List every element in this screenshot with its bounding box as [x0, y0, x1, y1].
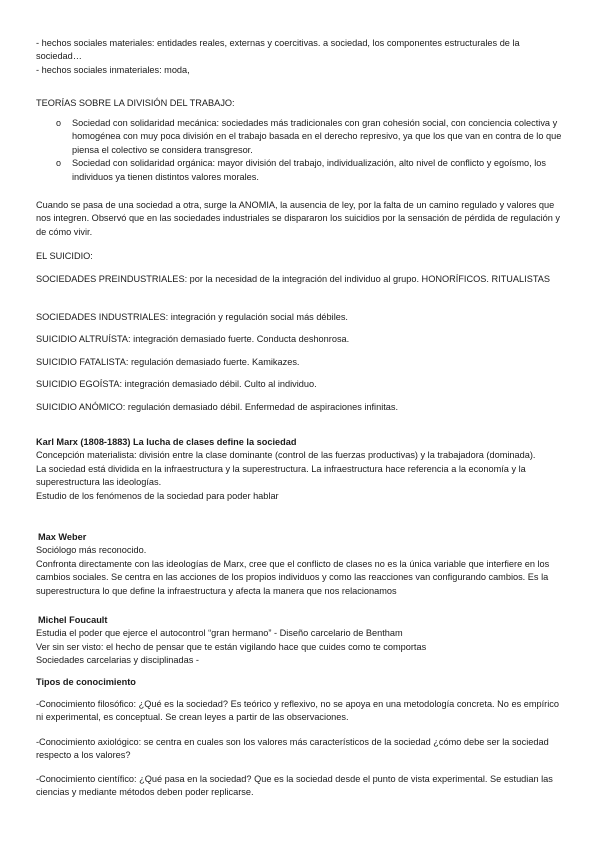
marx-line-concepcion: Concepción materialista: división entre la clase dominante (control de las fuerzas productivas) y la trabajadora (dominada). — [36, 450, 536, 461]
list-item-text: Sociedad con solidaridad orgánica: mayor división del trabajo, individualización, alto nivel de conflicto y egoísmo, los individuos ya tienen distintos valores morales. — [72, 158, 546, 182]
suicidio-fatalista: SUICIDIO FATALISTA: regulación demasiado fuerte. Kamikazes. — [36, 357, 300, 367]
anomia-paragraph: Cuando se pasa de una sociedad a otra, surge la ANOMIA, la ausencia de ley, por la falta de un camino regulado y valores que nos integren. Observó que en las sociedades industriales se dispararon los suicidios por la sensación de pérdida de regulación y de cómo vivir. — [36, 200, 561, 237]
conocimiento-title: Tipos de conocimiento — [36, 677, 136, 687]
foucault-title: Michel Foucault — [38, 615, 108, 625]
foucault-line-sociedades: Sociedades carcelarias y disciplinadas - — [36, 655, 199, 666]
weber-section — [36, 531, 568, 598]
weber-line-sociologo: Sociólogo más reconocido. — [36, 545, 147, 556]
intro-line-inmaterial: - hechos sociales inmateriales: moda, — [36, 64, 190, 75]
foucault-line-vigilancia: Ver sin ser visto: el hecho de pensar que te están vigilando hace que cuides como te comportas — [36, 641, 427, 652]
weber-line-confronta: Confronta directamente con las ideologías de Marx, cree que el conflicto de clases no es la única variable que interfiere en los cambios sociales. Se centra en las acciones de los propios individuos y como las reacciones van configurando cambios. Es la superestructura lo que define la infraestructura y afecta la manera que nos relacionamos — [36, 558, 550, 596]
division-list — [56, 117, 566, 184]
list-item — [56, 157, 566, 184]
weber-title: Max Weber — [38, 532, 87, 542]
conocimiento-filosofico: -Conocimiento filosófico: ¿Qué es la sociedad? Es teórico y reflexivo, no se apoya en una metodología concreta. No es empírico ni experimental, es conceptual. Se crean leyes a partir de las observaciones. — [36, 699, 559, 723]
suicidio-industriales: SOCIEDADES INDUSTRIALES: integración y regulación social más débiles. — [36, 312, 348, 322]
foucault-line-poder: Estudia el poder que ejerce el autocontrol “gran hermano” - Diseño carcelario de Bentham — [36, 628, 403, 639]
list-item — [56, 117, 566, 157]
conocimiento-axiologico: -Conocimiento axiológico: se centra en cuales son los valores más característicos de la sociedad ¿cómo debe ser la sociedad respecto a los valores? — [36, 737, 549, 761]
bullet-icon: o — [56, 158, 62, 169]
suicidio-heading: EL SUICIDIO: — [36, 251, 93, 261]
list-item-text: Sociedad con solidaridad mecánica: sociedades más tradicionales con gran cohesión social, con conciencia colectiva y homogénea con muy poca división en el trabajo basada en el derecho represivo, ya que los que van en contra de lo que piensa el colectivo se considera transgresor. — [72, 118, 562, 155]
marx-line-estructura: La sociedad está dividida en la infraestructura y la superestructura. La infraestructura hace referencia a la economía y la superestructura las ideologías. — [36, 463, 526, 488]
intro-section — [36, 37, 568, 77]
suicidio-egoista: SUICIDIO EGOÍSTA: integración demasiado débil. Culto al individuo. — [36, 379, 317, 389]
suicidio-altruista: SUICIDIO ALTRUÍSTA: integración demasiado fuerte. Conducta deshonrosa. — [36, 334, 350, 344]
suicidio-preindustriales: SOCIEDADES PREINDUSTRIALES: por la necesidad de la integración del individuo al grupo. HONORÍFICOS. RITUALISTAS — [36, 274, 551, 284]
marx-section — [36, 436, 568, 503]
division-heading: TEORÍAS SOBRE LA DIVISIÓN DEL TRABAJO: — [36, 98, 235, 108]
conocimiento-cientifico: -Conocimiento científico: ¿Qué pasa en la sociedad? Que es la sociedad desde el punto de vista experimental. Se estudian las ciencias y mediante métodos deben poder replicarse. — [36, 774, 553, 798]
suicidio-anomico: SUICIDIO ANÓMICO: regulación demasiado débil. Enfermedad de aspiraciones infinitas. — [36, 402, 399, 412]
foucault-section — [36, 614, 568, 668]
bullet-icon: o — [56, 118, 62, 128]
marx-line-estudio: Estudio de los fenómenos de la sociedad para poder hablar — [36, 490, 279, 501]
marx-title: Karl Marx (1808-1883) La lucha de clases define la sociedad — [36, 437, 297, 447]
intro-line-material: - hechos sociales materiales: entidades reales, externas y coercitivas. a sociedad, los componentes estructurales de la sociedad… — [36, 38, 520, 62]
